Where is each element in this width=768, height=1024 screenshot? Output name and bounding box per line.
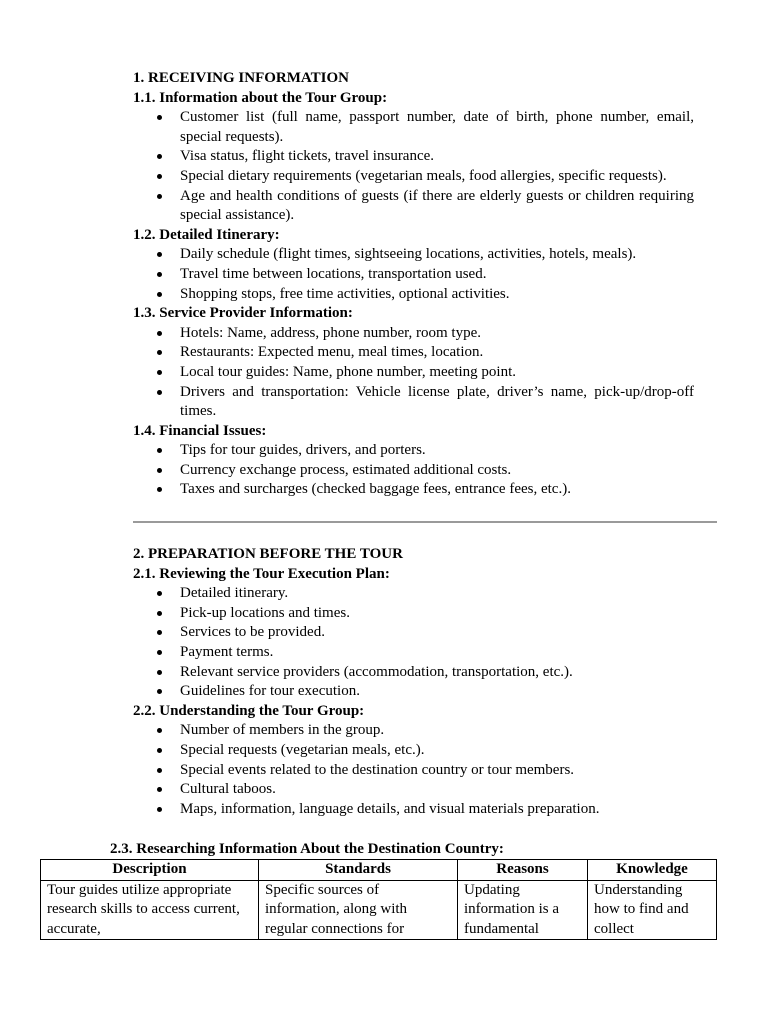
horizontal-divider: [133, 521, 717, 523]
section-heading: 1. RECEIVING INFORMATION: [133, 70, 349, 86]
bullet-list: [133, 108, 694, 226]
table-cell: Updating information is a fundamental: [458, 880, 588, 940]
list-item: Number of members in the group.: [133, 721, 694, 741]
list-item: Special requests (vegetarian meals, etc.).: [133, 741, 694, 761]
bullet-list: [133, 245, 694, 304]
list-item: Taxes and surcharges (checked baggage fees, entrance fees, etc.).: [133, 480, 694, 500]
list-item: Pick-up locations and times.: [133, 604, 694, 624]
list-item: Local tour guides: Name, phone number, meeting point.: [133, 363, 694, 383]
list-item: Hotels: Name, address, phone number, room type.: [133, 324, 694, 344]
subsection-title: 1.1. Information about the Tour Group:: [133, 89, 388, 106]
table-cell: Understanding how to find and collect: [588, 880, 717, 940]
subsection-title: 1.2. Detailed Itinerary:: [133, 226, 280, 243]
table-caption: 2.3. Researching Information About the Destination Country:: [110, 841, 504, 857]
list-item: Daily schedule (flight times, sightseeing locations, activities, hotels, meals).: [133, 245, 694, 265]
list-item: Visa status, flight tickets, travel insurance.: [133, 147, 694, 167]
list-item: Maps, information, language details, and visual materials preparation.: [133, 800, 694, 820]
list-item: Drivers and transportation: Vehicle license plate, driver’s name, pick-up/drop-off times.: [133, 383, 694, 422]
research-table: [40, 859, 717, 940]
list-item: Shopping stops, free time activities, optional activities.: [133, 285, 694, 305]
section-preparation-before-tour: [133, 545, 694, 819]
list-item: Relevant service providers (accommodation, transportation, etc.).: [133, 663, 694, 683]
list-item: Special dietary requirements (vegetarian meals, food allergies, specific requests).: [133, 167, 694, 187]
bullet-list: [133, 721, 694, 819]
subsection-title: 2.1. Reviewing the Tour Execution Plan:: [133, 565, 390, 582]
list-item: Services to be provided.: [133, 623, 694, 643]
list-item: Age and health conditions of guests (if there are elderly guests or children requiring special assistance).: [133, 187, 694, 226]
section-receiving-information: [133, 69, 694, 500]
list-item: Special events related to the destination country or tour members.: [133, 761, 694, 781]
list-item: Customer list (full name, passport number, date of birth, phone number, email, special requests).: [133, 108, 694, 147]
bullet-list: [133, 441, 694, 500]
subsection-title: 1.3. Service Provider Information:: [133, 305, 353, 322]
list-item: Detailed itinerary.: [133, 584, 694, 604]
list-item: Travel time between locations, transportation used.: [133, 265, 694, 285]
list-item: Payment terms.: [133, 643, 694, 663]
list-item: Currency exchange process, estimated additional costs.: [133, 461, 694, 481]
column-header-description: Description: [41, 860, 259, 881]
section-heading: 2. PREPARATION BEFORE THE TOUR: [133, 546, 403, 562]
bullet-list: [133, 584, 694, 702]
column-header-reasons: Reasons: [458, 860, 588, 881]
list-item: Tips for tour guides, drivers, and porters.: [133, 441, 694, 461]
subsection-title: 1.4. Financial Issues:: [133, 422, 267, 439]
column-header-standards: Standards: [259, 860, 458, 881]
bullet-list: [133, 324, 694, 422]
table-header-row: [41, 860, 717, 881]
list-item: Guidelines for tour execution.: [133, 682, 694, 702]
table-cell: Specific sources of information, along with regular connections for: [259, 880, 458, 940]
table-row: [41, 880, 717, 940]
list-item: Restaurants: Expected menu, meal times, location.: [133, 343, 694, 363]
subsection-title: 2.2. Understanding the Tour Group:: [133, 702, 365, 719]
list-item: Cultural taboos.: [133, 780, 694, 800]
column-header-knowledge: Knowledge: [588, 860, 717, 881]
table-cell: Tour guides utilize appropriate research skills to access current, accurate,: [41, 880, 259, 940]
